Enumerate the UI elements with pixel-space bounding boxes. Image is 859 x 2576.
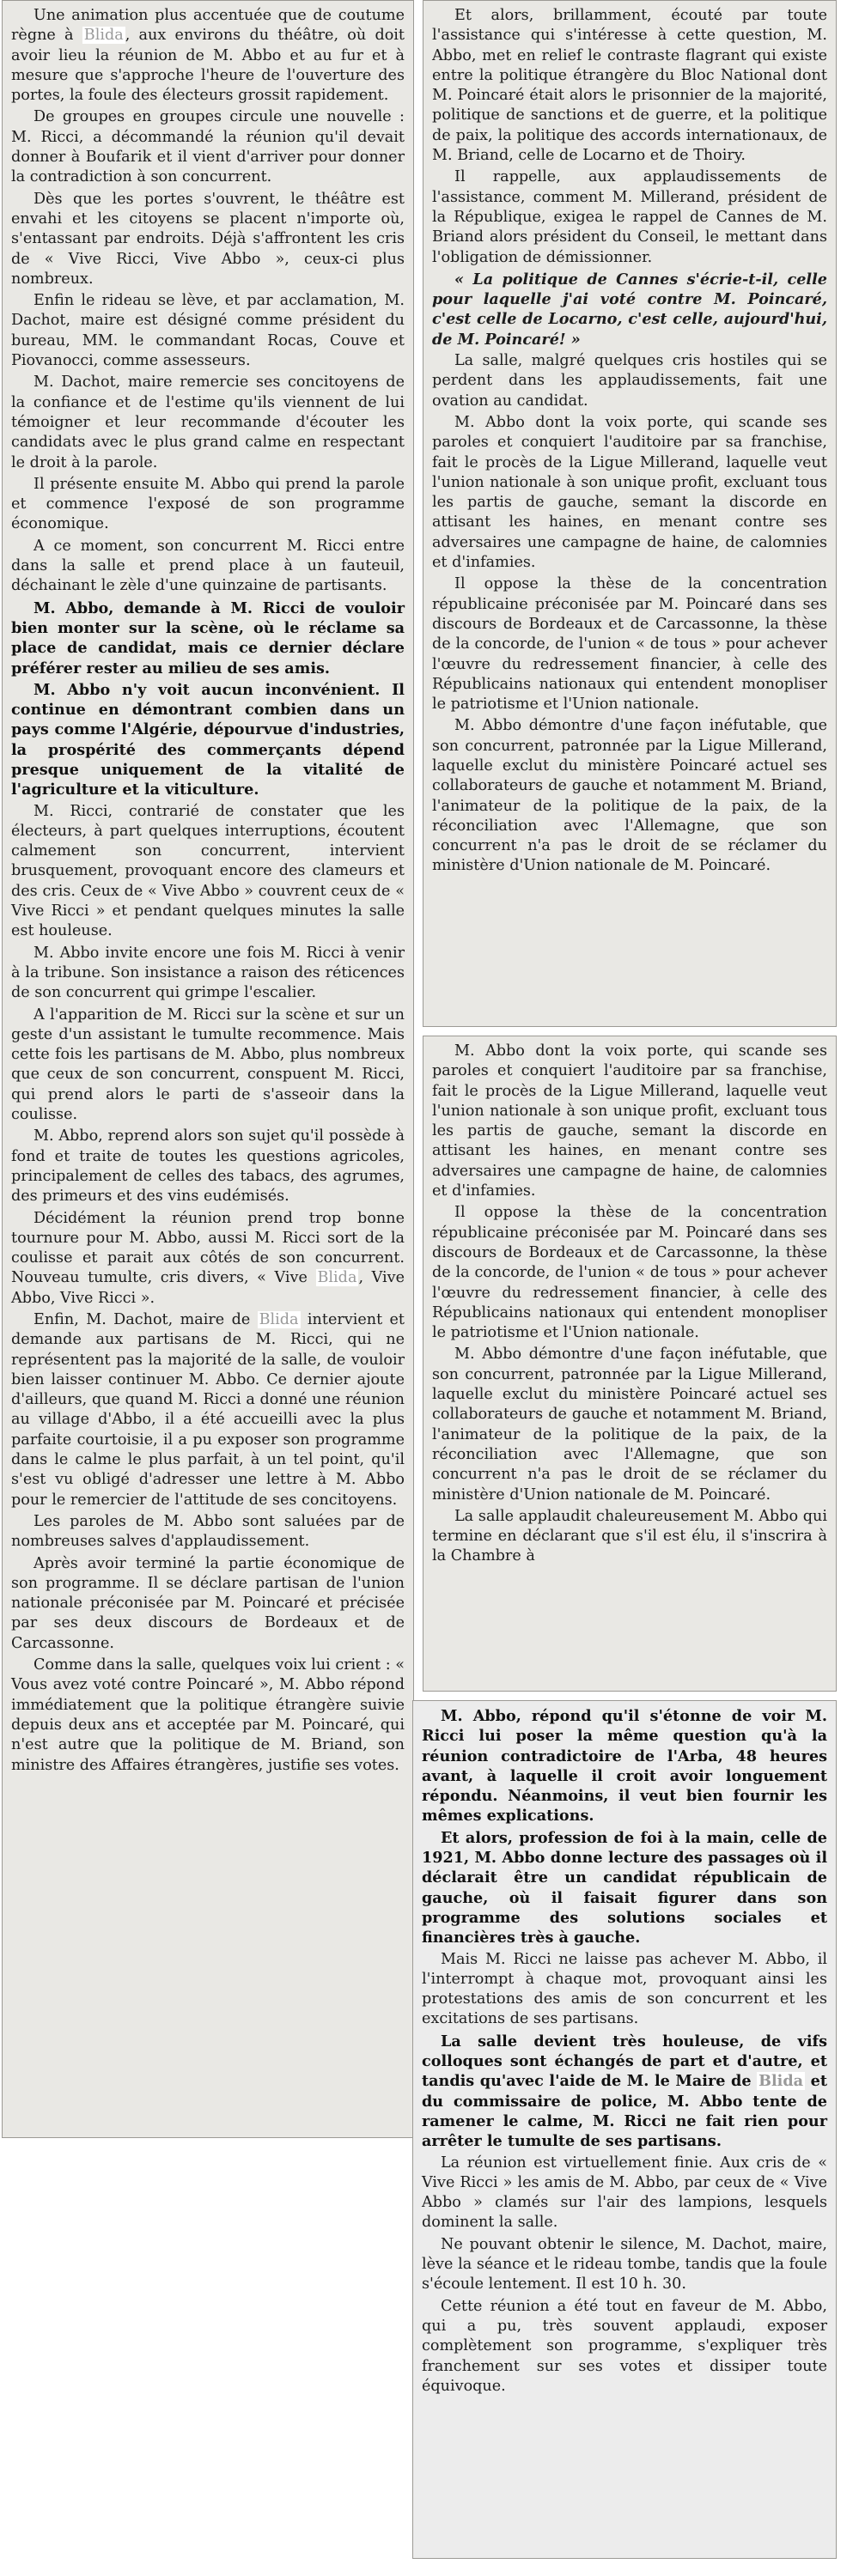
paragraph: Il présente ensuite M. Abbo qui prend la parole et commence l'exposé de son programme économique. — [11, 475, 405, 533]
paragraph: M. Dachot, maire remercie ses concitoyens de la confiance et de l'estime qu'ils viennent de lui témoigner et leur recommande d'écouter les candidats avec le plus grand calme en respectant le droit à la parole. — [11, 374, 405, 471]
paragraph: La réunion est virtuellement finie. Aux cris de « Vive Ricci » les amis de M. Abbo, par ceux de « Vive Abbo » clamés sur l'air des lampions, lesquels dominent la salle. — [422, 2154, 827, 2232]
paragraph: Il oppose la thèse de la concentration républicaine préconisée par M. Poincaré dans ses discours de Bordeaux et de Carcassonne, la thèse de la concorde, de l'union « de tous » pour achever l'œuvre du redressement financier, à celle des Républicains nationaux qui entendent monopliser le patriotisme et l'Union nationale. — [432, 575, 827, 714]
paragraph: Et alors, brillamment, écouté par toute l'assistance qui s'intéresse à cette question, M. Abbo, met en relief le contraste flagrant qui existe entre la politique étrangère du Bloc National dont M. Poincaré était alors le prisonnier de la majorité, politique de sanctions et de guerre, et la politique de paix, la politique des accords internationaux, de M. Briand, celle de Locarno et de Thoiry. — [432, 7, 827, 165]
paragraph: Cette réunion a été tout en faveur de M. Abbo, qui a pu, très souvent applaudi, exposer complètement son programme, s'expliquer très franchement sur ses votes et dissiper toute équivoque. — [422, 2297, 827, 2395]
paragraph: Dès que les portes s'ouvrent, le théâtre est envahi et les citoyens se placent n'importe où, s'entassant par endroits. Déjà s'affrontent les cris de « Vive Ricci, Vive Abbo », ceux-ci plus nombreux. — [11, 190, 405, 288]
article-column-right-top — [423, 0, 837, 1027]
paragraph: A ce moment, son concurrent M. Ricci entre dans la salle et prend place à un fauteuil, déchainant le zèle d'une quinzaine de partisants. — [11, 537, 405, 595]
paragraph: Ne pouvant obtenir le silence, M. Dachot, maire, lève la séance et le rideau tombe, tandis que la foule s'écoule lentement. Il est 10 h. 30. — [422, 2235, 827, 2293]
paragraph: La salle applaudit chaleureusement M. Abbo qui termine en déclarant que s'il est élu, il s'inscrira à la Chambre à — [432, 1507, 827, 1565]
article-column-right-middle — [423, 1036, 837, 1692]
paragraph-bold: La salle devient très houleuse, de vifs colloques sont échangés de part et d'autre, et tandis qu'avec l'aide de M. le Maire de Blida et du commissaire de police, M. Abbo tente de ramener le calme, M. Ricci ne fait rien pour arrêter le tumulte de ses partisans. — [422, 2032, 827, 2151]
paragraph: Les paroles de M. Abbo sont saluées par de nombreuses salves d'applaudissement. — [11, 1512, 405, 1551]
paragraph-bold: Et alors, profession de foi à la main, celle de 1921, M. Abbo donne lecture des passages où il déclarait être un candidat républicain de gauche, où il faisait figurer dans son programme des solutions sociales et financières très à gauche. — [422, 1828, 827, 1947]
paragraph: Enfin le rideau se lève, et par acclamation, M. Dachot, maire est désigné comme président du bureau, MM. le commandant Rocas, Couve et Piovanocci, comme assesseurs. — [11, 292, 405, 370]
paragraph: Mais M. Ricci ne laisse pas achever M. Abbo, il l'interrompt à chaque mot, provoquant ainsi les protestations des amis de son concurrent et les excitations de ses partisans. — [422, 1950, 827, 2028]
paragraph-bold: M. Abbo, répond qu'il s'étonne de voir M. Ricci lui poser la même question qu'à la réunion contradictoire de l'Arba, 48 heures avant, à laquelle il croit avoir longuement répondu. Néanmoins, il veut bien fournir les mêmes explications. — [422, 1707, 827, 1826]
article-column-left — [2, 0, 414, 2138]
place-name-highlight: Blida — [83, 27, 124, 45]
paragraph: M. Abbo, reprend alors son sujet qu'il possède à fond et traite de toutes les questions agricoles, principalement de celles des tabacs, des agrumes, des primeurs et des vins eudémisés. — [11, 1127, 405, 1206]
paragraph: La salle, malgré quelques cris hostiles qui se perdent dans les applaudissements, fait une ovation au candidat. — [432, 352, 827, 410]
paragraph: M. Abbo dont la voix porte, qui scande ses paroles et conquiert l'auditoire par sa franchise, fait le procès de la Ligue Millerand, laquelle veut l'union nationale à son unique profit, excluant tous les partis de gauche, semant la discorde en attisant les haines, en menant contre ses adversaires une campagne de haine, de calomnies et d'infamies. — [432, 1042, 827, 1200]
paragraph: Il rappelle, aux applaudissements de l'assistance, comment M. Millerand, président de la République, exigea le rappel de Cannes de M. Briand alors président du Conseil, le mettant dans l'obligation de démissionner. — [432, 168, 827, 266]
article-column-right-bottom — [412, 1700, 837, 2559]
paragraph: Après avoir terminé la partie économique de son programme. Il se déclare partisan de l'union nationale préconisée par M. Poincaré et précisée par ses deux discours de Bordeaux et de Carcassonne. — [11, 1554, 405, 1652]
quote-paragraph: « La politique de Cannes s'écrie-t-il, celle pour laquelle j'ai voté contre M. Poincaré, c'est celle de Locarno, c'est celle, aujourd'hui, de M. Poincaré! » — [432, 270, 827, 349]
paragraph-bold: M. Abbo n'y voit aucun inconvénient. Il continue en démontrant combien dans un pays comme l'Algérie, dépourvue d'industries, la prospérité des commerçants dépend presque uniquement de la vitalité de l'agriculture et la viticulture. — [11, 680, 405, 799]
paragraph: M. Abbo démontre d'une façon inéfutable, que son concurrent, patronnée par la Ligue Millerand, laquelle exclut du ministère Poincaré actuel ses collaborateurs de gauche et notamment M. Briand, l'animateur de la politique de la paix, de la réconciliation avec l'Allemagne, que son concurrent n'a pas le droit de se réclamer du ministère d'Union nationale de M. Poincaré. — [432, 1346, 827, 1504]
paragraph: Décidément la réunion prend trop bonne tournure pour M. Abbo, aussi M. Ricci sort de la coulisse et parait aux côtés de son concurrent. Nouveau tumulte, cris divers, « Vive Blida , Vive Abbo, Vive Ricci ». — [11, 1209, 405, 1307]
paragraph-bold: M. Abbo, demande à M. Ricci de vouloir bien monter sur la scène, où le réclame sa place de candidat, mais ce dernier déclare préférer rester au milieu de ses amis. — [11, 598, 405, 677]
paragraph: De groupes en groupes circule une nouvelle : M. Ricci, a décommandé la réunion qu'il devait donner à Boufarik et il vient d'arriver pour donner la contradiction à son concurrent. — [11, 108, 405, 186]
paragraph: Enfin, M. Dachot, maire de Blida intervient et demande aux partisans de M. Ricci, qui ne représentent pas la majorité de la salle, de vouloir bien laisser continuer M. Abbo. Ce dernier ajoute d'ailleurs, que quand M. Ricci a donné une réunion au village d'Abbo, il a été accueilli avec la plus parfaite courtoisie, il a pu exposer son programme dans le calme le plus parfait, à un tel point, qu'il s'est vu obligé d'adresser une lettre à M. Abbo pour le remercier de l'attitude de ses concitoyens. — [11, 1311, 405, 1509]
paragraph: Il oppose la thèse de la concentration républicaine préconisée par M. Poincaré dans ses discours de Bordeaux et de Carcassonne, la thèse de la concorde, de l'union « de tous » pour achever l'œuvre du redressement financier, à celle des Républicains nationaux qui entendent monopliser le patriotisme et l'Union nationale. — [432, 1204, 827, 1342]
paragraph: Une animation plus accentuée que de coutume règne à Blida , aux environs du théâtre, où doit avoir lieu la réunion de M. Abbo et au fur et à mesure que s'approche l'heure de l'ouverture des portes, la foule des électeurs grossit rapidement. — [11, 7, 405, 105]
place-name-highlight: Blida — [317, 1269, 357, 1287]
place-name-highlight: Blida — [758, 2072, 804, 2091]
paragraph: A l'apparition de M. Ricci sur la scène et sur un geste d'un assistant le tumulte recommence. Mais cette fois les partisans de M. Abbo, plus nombreux que ceux de son concurrent, conspuent M. Ricci, qui prend alors le parti de s'asseoir dans la coulisse. — [11, 1005, 405, 1124]
place-name-highlight: Blida — [259, 1311, 299, 1328]
paragraph: Comme dans la salle, quelques voix lui crient : « Vous avez voté contre Poincaré », M. Abbo répond immédiatement que la politique étrangère suivie depuis deux ans et acceptée par M. Poincaré, qui n'est autre que la politique de M. Briand, son ministre des Affaires étrangères, justifie ses votes. — [11, 1656, 405, 1774]
paragraph: M. Abbo invite encore une fois M. Ricci à venir à la tribune. Son insistance a raison des réticences de son concurrent qui grimpe l'escalier. — [11, 944, 405, 1002]
paragraph: M. Abbo démontre d'une façon inéfutable, que son concurrent, patronnée par la Ligue Millerand, laquelle exclut du ministère Poincaré actuel ses collaborateurs de gauche et notamment M. Briand, l'animateur de la politique de la paix, de la réconciliation avec l'Allemagne, que son concurrent n'a pas le droit de se réclamer du ministère d'Union nationale de M. Poincaré. — [432, 717, 827, 875]
paragraph: M. Abbo dont la voix porte, qui scande ses paroles et conquiert l'auditoire par sa franchise, fait le procès de la Ligue Millerand, laquelle veut l'union nationale à son unique profit, excluant tous les partis de gauche, semant la discorde en attisant les haines, en menant contre ses adversaires une campagne de haine, de calomnies et d'infamies. — [432, 413, 827, 572]
paragraph: M. Ricci, contrarié de constater que les électeurs, à part quelques interruptions, écoutent calmement son concurrent, intervient brusquement, provoquant encore des clameurs et des cris. Ceux de « Vive Abbo » couvrent ceux de « Vive Ricci » et pendant quelques minutes la salle est houleuse. — [11, 802, 405, 940]
